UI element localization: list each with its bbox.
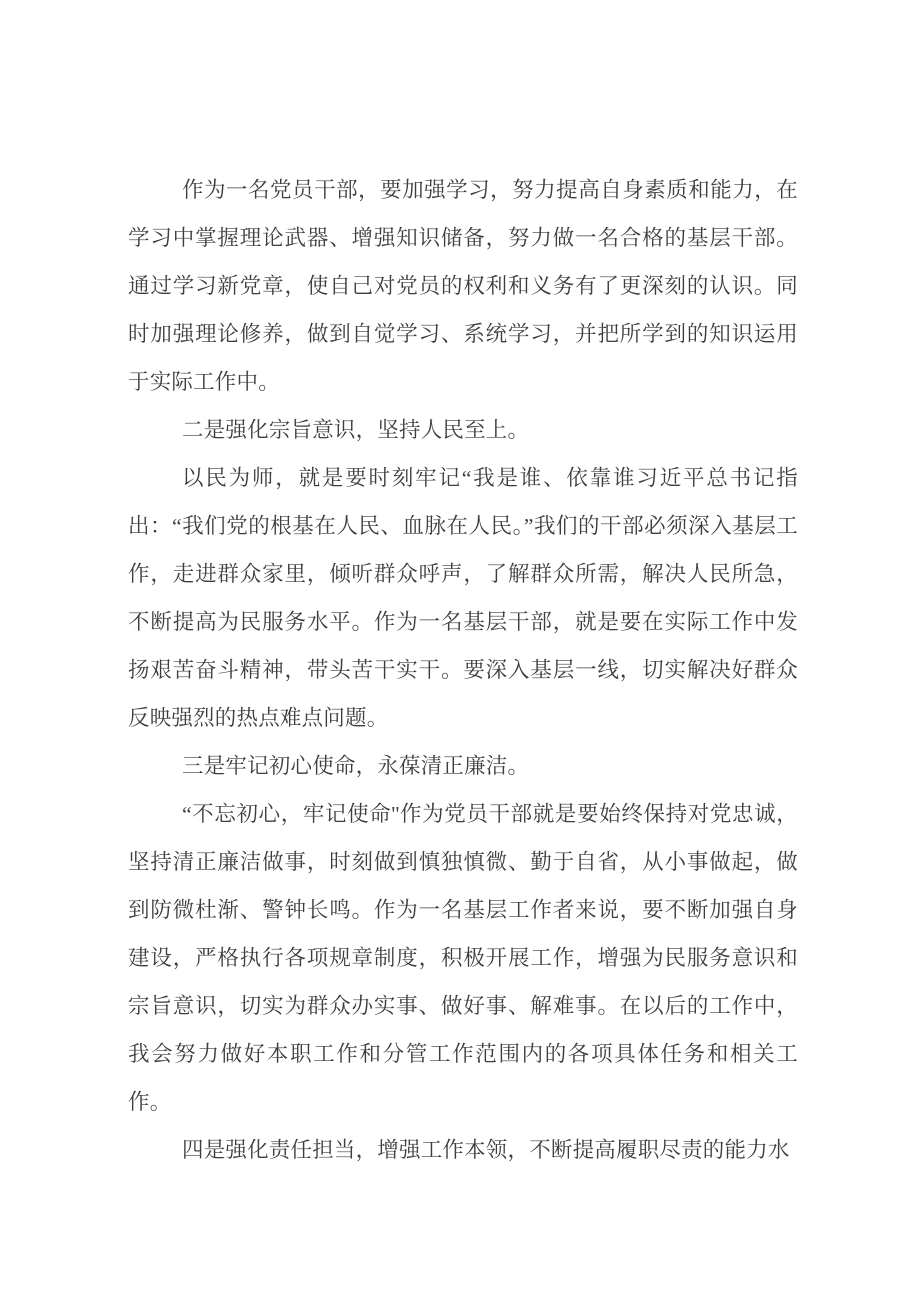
paragraph: 以民为师，就是要时刻牢记“我是谁、依靠谁习近平总书记指出：“我们党的根基在人民、血脉在人民。”我们的干部必须深入基层工作，走进群众家里，倾听群众呼声，了解群众所需，解决人民所急，不断提高为民服务水平。作为一名基层干部，就是要在实际工作中发扬艰苦奋斗精神，带头苦干实干。要深入基层一线，切实解决好群众反映强烈的热点难点问题。 bbox=[128, 466, 798, 730]
paragraph: 三是牢记初心使命，永葆清正廉洁。 bbox=[182, 754, 530, 778]
paragraph: 作为一名党员干部，要加强学习，努力提高自身素质和能力，在学习中掌握理论武器、增强知识储备，努力做一名合格的基层干部。通过学习新党章，使自己对党员的权利和义务有了更深刻的认识。同时加强理论修养，做到自觉学习、系统学习，并把所学到的知识运用于实际工作中。 bbox=[128, 178, 798, 394]
paragraph: 四是强化责任担当，增强工作本领，不断提高履职尽责的能力水 bbox=[182, 1138, 790, 1162]
paragraph: 二是强化宗旨意识，坚持人民至上。 bbox=[182, 418, 530, 442]
paragraph: “不忘初心，牢记使命''作为党员干部就是要始终保持对党忠诚，坚持清正廉洁做事，时刻做到慎独慎微、勤于自省，从小事做起，做到防微杜渐、警钟长鸣。作为一名基层工作者来说，要不断加强自身建设，严格执行各项规章制度，积极开展工作，增强为民服务意识和宗旨意识，切实为群众办实事、做好事、解难事。在以后的工作中，我会努力做好本职工作和分管工作范围内的各项具体任务和相关工作。 bbox=[128, 802, 798, 1114]
document-body bbox=[128, 166, 798, 1174]
